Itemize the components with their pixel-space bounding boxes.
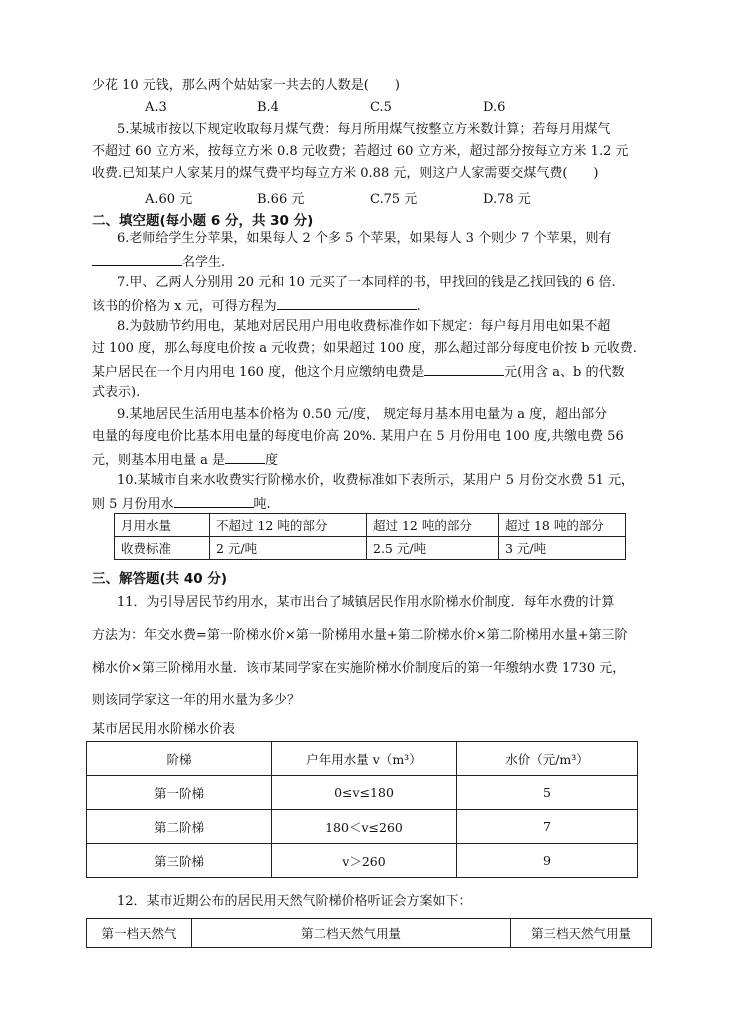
q8-answer-blank[interactable] [424,363,504,376]
q7-line2-tail: . [416,299,421,314]
table-header-cell: 第三档天然气用量 [511,919,652,948]
q10-answer-blank[interactable] [174,495,254,508]
q4-option-d: D.6 [483,100,506,115]
q8-line3-tail: 元(用含 a、b 的代数 [504,365,625,380]
q5-option-b: B.66 元 [257,192,305,207]
q6-line2 [92,253,225,271]
table-header-row [87,919,652,948]
table-header-row [87,742,638,776]
table-row [87,776,638,810]
q10-line2 [92,495,271,513]
table-cell: 超过 12 吨的部分 [367,514,499,537]
q6-line2-tail: 名学生. [182,255,226,270]
q11-line4: 则该同学家这一年的用水量为多少？ [92,693,301,708]
q9-line2: 电量的每度电价比基本用电量的每度电价高 20%. 某用户在 5 月份用电 100 度,共缴电费 56 [92,429,624,444]
table-cell: 第二阶梯 [87,810,272,844]
table-cell: 180＜v≤260 [272,810,457,844]
q5-option-c: C.75 元 [370,192,418,207]
table-row [87,810,638,844]
table-header-cell: 第二档天然气用量 [192,919,511,948]
q11-table-caption: 某市居民用水阶梯水价表 [92,722,236,737]
table-row [87,844,638,878]
q7-line1: 7.甲、乙两人分别用 20 元和 10 元买了一本同样的书，甲找回的钱是乙找回钱的 6 倍. [117,275,616,290]
q5-option-a: A.60 元 [145,192,193,207]
table-row [115,514,626,537]
q8-line2: 过 100 度，那么每度电价按 a 元收费；如果超过 100 度，那么超过部分每度电价按 b 元收费. [92,341,637,356]
q10-line2-head: 则 5 月份用水 [92,497,174,512]
table-cell: 3 元/吨 [499,537,626,560]
table-row [115,537,626,560]
q9-line3-tail: 度 [265,453,279,468]
q5-line3: 收费.已知某户人家某月的煤气费平均每立方米 0.88 元，则这户人家需要交煤气费( ) [92,166,599,181]
q8-line3 [92,363,625,381]
table-header-cell: 户年用水量 v（m³） [272,742,457,776]
q5-option-d: D.78 元 [483,192,531,207]
q7-answer-blank[interactable] [277,297,417,310]
q9-answer-blank[interactable] [225,451,265,464]
q5-line2: 不超过 60 立方米，按每立方米 0.8 元收费；若超过 60 立方米，超过部分按每立方米 1.2 元 [92,144,629,159]
section2-title: 二、填空题(每小题 6 分，共 30 分) [92,213,314,229]
q7-line2 [92,297,421,315]
table-cell: 2.5 元/吨 [367,537,499,560]
table-cell: 月用水量 [115,514,210,537]
q8-line1: 8.为鼓励节约用电，某地对居民用户用电收费标准作如下规定：每户每月用电如果不超 [117,319,611,334]
table-cell: 2 元/吨 [210,537,367,560]
q10-line1: 10.某城市自来水收费实行阶梯水价，收费标准如下表所示，某用户 5 月份交水费 51 元， [117,473,635,488]
q12-line1: 12．某市近期公布的居民用天然气阶梯价格听证会方案如下： [117,894,472,909]
table-cell: 5 [457,776,638,810]
q4-option-a: A.3 [145,100,167,115]
q4-option-b: B.4 [257,100,279,115]
q12-gas-tier-table [86,918,652,948]
q10-water-price-table [114,513,626,560]
q11-tier-price-table [86,741,638,878]
table-cell: 7 [457,810,638,844]
q11-line2: 方法为：年交水费=第一阶梯水价×第一阶梯用水量+第二阶梯水价×第二阶梯用水量+第三阶 [92,628,628,643]
table-cell: 收费标准 [115,537,210,560]
q6-line1: 6.老师给学生分苹果，如果每人 2 个多 5 个苹果，如果每人 3 个则少 7 个苹果，则有 [117,231,612,246]
table-cell: 0≤v≤180 [272,776,457,810]
q9-line3 [92,451,278,469]
table-cell: 第三阶梯 [87,844,272,878]
table-cell: 超过 18 吨的部分 [499,514,626,537]
q7-line2-head: 该书的价格为 x 元，可得方程为 [92,299,277,314]
table-header-cell: 水价（元/m³） [457,742,638,776]
q5-line1: 5.某城市按以下规定收取每月煤气费：每月所用煤气按整立方米数计算；若每月用煤气 [117,122,611,137]
table-cell: 9 [457,844,638,878]
q9-line3-head: 元，则基本用电量 a 是 [92,453,226,468]
table-header-cell: 第一档天然气 [87,919,192,948]
table-cell: v＞260 [272,844,457,878]
table-cell: 不超过 12 吨的部分 [210,514,367,537]
q10-line2-tail: 吨. [253,497,271,512]
q11-line1: 11．为引导居民节约用水，某市出台了城镇居民作用水阶梯水价制度．每年水费的计算 [117,595,615,610]
section3-title: 三、解答题(共 40 分) [92,571,228,587]
table-header-cell: 阶梯 [87,742,272,776]
table-cell: 第一阶梯 [87,776,272,810]
q9-line1: 9.某地居民生活用电基本价格为 0.50 元/度， 规定每月基本用电量为 a 度，超出部分 [117,407,608,422]
q8-line4: 式表示). [92,385,141,400]
q4-tail: 少花 10 元钱，那么两个姑姑家一共去的人数是( ) [92,78,400,93]
q8-line3-head: 某户居民在一个月内用电 160 度，他这个月应缴纳电费是 [92,365,425,380]
q6-answer-blank[interactable] [92,253,182,266]
q11-line3: 梯水价×第三阶梯用水量．该市某同学家在实施阶梯水价制度后的第一年缴纳水费 1730 元， [92,661,626,676]
q4-option-c: C.5 [370,100,392,115]
